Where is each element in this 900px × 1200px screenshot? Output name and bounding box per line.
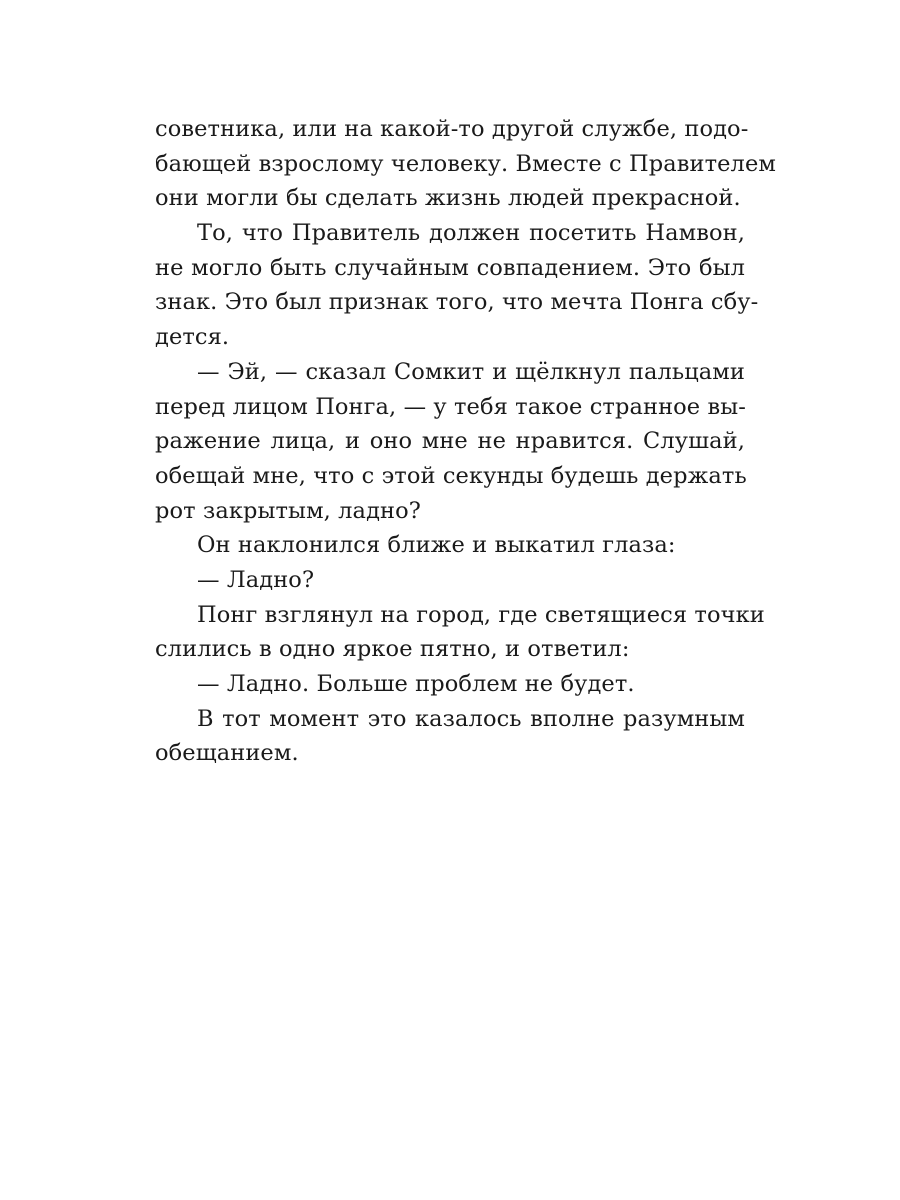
text-line: знак. Это был признак того, что мечта Понга сбу- xyxy=(155,289,759,316)
text-line: ражение лица, и оно мне не нравится. Слушай, xyxy=(155,428,745,455)
text-line: не могло быть случайным совпадением. Это был xyxy=(155,254,745,281)
text-line: обещанием. xyxy=(155,740,299,767)
text-line: — Ладно? xyxy=(197,566,315,593)
text-line: То, что Правитель должен посетить Намвон, xyxy=(197,220,745,247)
text-line: — Ладно. Больше проблем не будет. xyxy=(197,671,635,697)
text-line: Понг взглянул на город, где светящиеся точки xyxy=(197,601,765,628)
text-line: слились в одно яркое пятно, и ответил: xyxy=(155,636,630,663)
text-line: советника, или на какой-то другой службе, подо- xyxy=(155,116,749,142)
text-line: Он наклонился ближе и выкатил глаза: xyxy=(197,532,676,559)
text-line: — Эй, — сказал Сомкит и щёлкнул пальцами xyxy=(197,358,745,385)
text-line: бающей взрослому человеку. Вместе с Правителем xyxy=(155,150,776,177)
text-line: рот закрытым, ладно? xyxy=(155,497,421,524)
text-line: В тот момент это казалось вполне разумным xyxy=(197,705,745,732)
text-line: перед лицом Понга, — у тебя такое странное вы- xyxy=(155,393,746,420)
text-line: дется. xyxy=(155,324,230,351)
text-line: они могли бы сделать жизнь людей прекрасной. xyxy=(155,185,741,212)
text-line: обещай мне, что с этой секунды будешь держать xyxy=(155,462,747,489)
body-text xyxy=(155,112,776,771)
